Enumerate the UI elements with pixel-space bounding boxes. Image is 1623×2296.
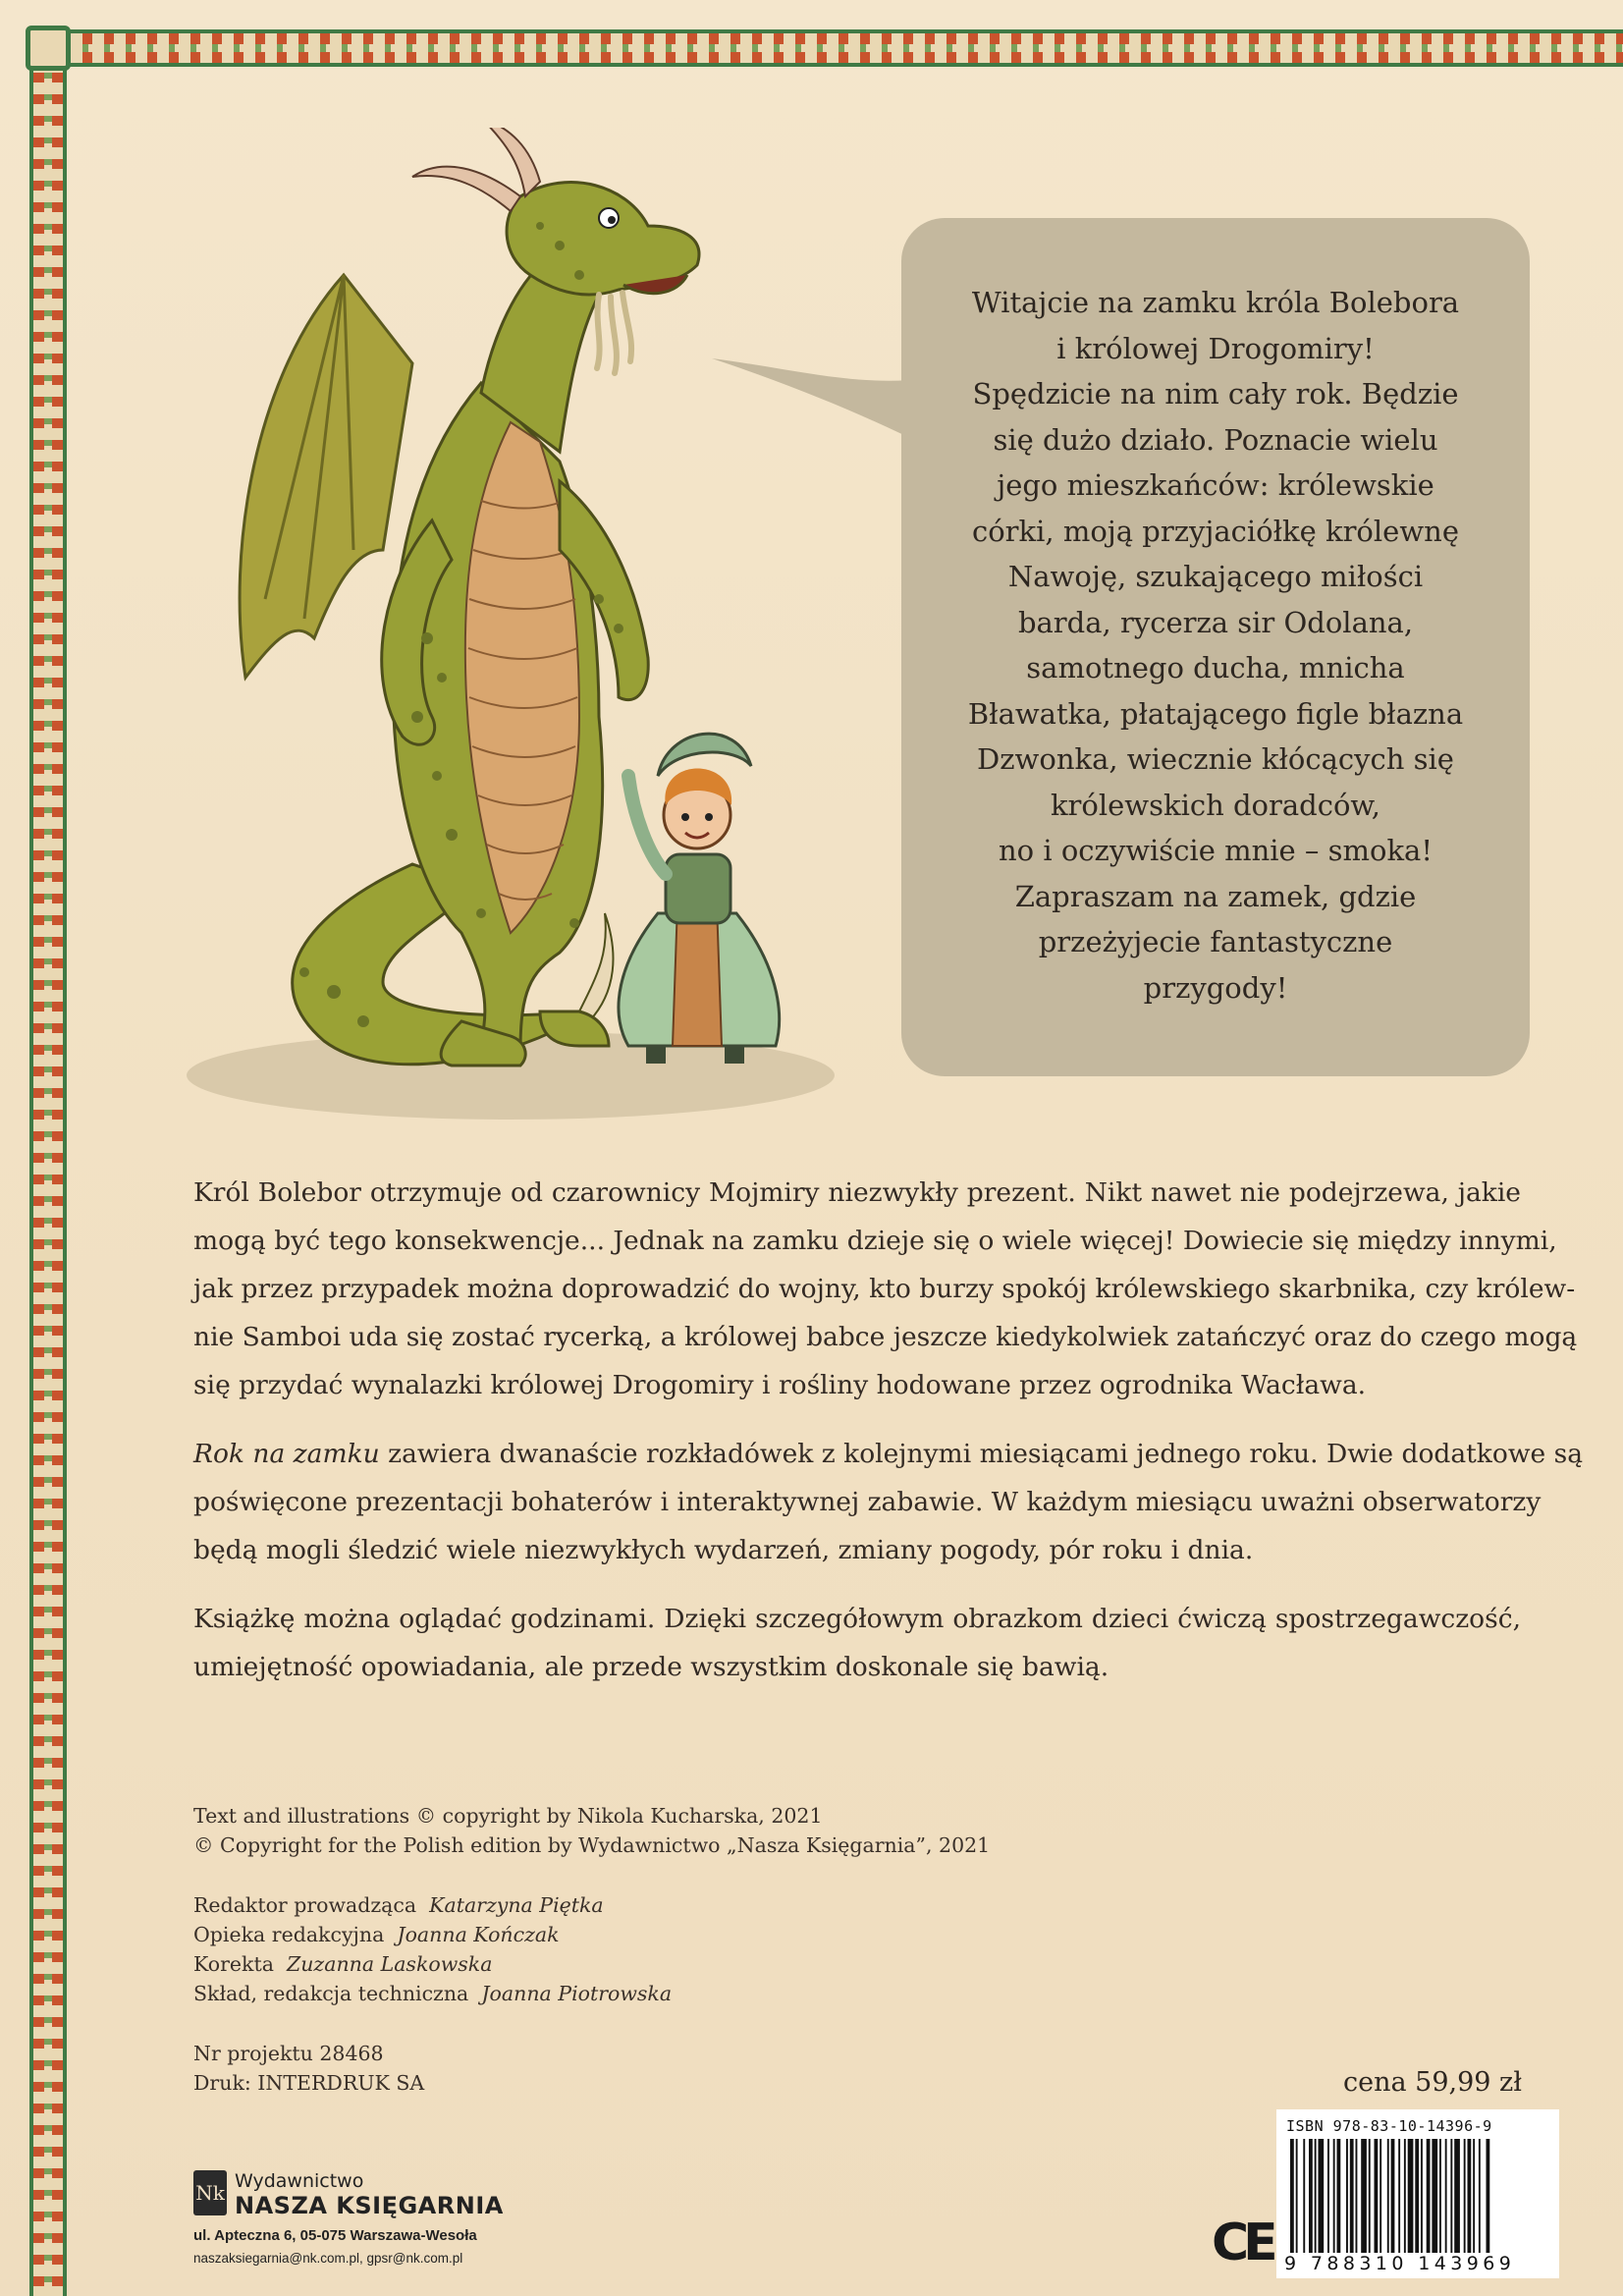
speech-bubble-tail — [712, 339, 928, 457]
barcode-digits: 9 788310 143969 — [1284, 2253, 1516, 2274]
book-title: Rok na zamku — [193, 1439, 380, 1469]
speech-line: przygody! — [1143, 970, 1288, 1005]
printer: Druk: INTERDRUK SA — [193, 2071, 425, 2095]
speech-line: Bławatka, płatającego figle błazna — [967, 696, 1464, 731]
speech-line: Zapraszam na zamek, gdzie — [1014, 879, 1417, 913]
publisher-logo: Nk — [193, 2170, 227, 2215]
speech-line: Dzwonka, wiecznie kłócących się — [977, 742, 1454, 776]
credit-layout — [193, 1979, 672, 2008]
speech-line: samotnego ducha, mnicha — [1026, 651, 1405, 684]
speech-line: córki, moją przyjaciółkę królewnę — [971, 514, 1459, 548]
speech-line: Spędzicie na nim cały rok. Będzie — [972, 377, 1459, 410]
text-line — [193, 1430, 1584, 1478]
publisher-address: ul. Apteczna 6, 05-075 Warszawa-Wesoła — [193, 2227, 477, 2244]
speech-line: się dużo działo. Poznacie wielu — [993, 422, 1438, 457]
description-paragraph-2 — [193, 1430, 1584, 1574]
credit-label: Redaktor prowadząca — [193, 1893, 417, 1917]
isbn-barcode — [1276, 2109, 1559, 2278]
speech-line: królewskich doradców, — [1050, 788, 1381, 822]
decorative-border-left — [29, 29, 67, 2296]
text-line: poświęcone prezentacji bohaterów i interaktywnej zabawie. W każdym miesiącu uważni obserwatorzy — [193, 1487, 1542, 1517]
publisher-emails: naszaksiegarnia@nk.com.pl, gpsr@nk.com.pl — [193, 2251, 463, 2266]
copyright-line: Text and illustrations © copyright by Nikola Kucharska, 2021 — [193, 1804, 823, 1828]
decorative-border-corner — [26, 26, 71, 71]
barcode-bars — [1286, 2139, 1549, 2253]
credit-name: Joanna Piotrowska — [481, 1982, 673, 2005]
text-line: mogą być tego konsekwencje... Jednak na zamku dzieje się o wiele więcej! Dowiecie się między innymi, — [193, 1226, 1557, 1256]
isbn-text: ISBN 978-83-10-14396-9 — [1286, 2117, 1492, 2135]
text-line: nie Samboi uda się zostać rycerką, a królowej babce jeszcze kiedykolwiek zatańczyć oraz do czego mogą — [193, 1322, 1578, 1352]
text-line: Książkę można oglądać godzinami. Dzięki szczegółowym obrazkom dzieci ćwiczą spostrzegawczość, — [193, 1604, 1521, 1634]
speech-line: barda, rycerza sir Odolana, — [1017, 605, 1414, 639]
speech-line: i królowej Drogomiry! — [1056, 331, 1375, 365]
credit-name: Joanna Kończak — [397, 1923, 560, 1946]
description-paragraph-1 — [193, 1169, 1578, 1409]
text-span: zawiera dwanaście rozkładówek z kolejnymi miesiącami jednego roku. Dwie dodatkowe są — [379, 1439, 1584, 1469]
text-line: się przydać wynalazki królowej Drogomiry i rośliny hodowane przez ogrodnika Wacława. — [193, 1370, 1367, 1400]
speech-line: jego mieszkańców: królewskie — [997, 468, 1434, 502]
credit-label: Korekta — [193, 1952, 274, 1976]
speech-line: no i oczywiście mnie – smoka! — [999, 834, 1433, 867]
editorial-credits — [193, 1890, 672, 2008]
credit-care — [193, 1920, 672, 1949]
speech-bubble-text — [901, 280, 1530, 1011]
credit-proof — [193, 1949, 672, 1979]
credit-name: Zuzanna Laskowska — [286, 1952, 493, 1976]
credit-label: Skład, redakcja techniczna — [193, 1982, 469, 2005]
project-number: Nr projektu 28468 — [193, 2042, 384, 2065]
ce-mark: CE — [1212, 2214, 1272, 2272]
price-label: cena 59,99 zł — [1343, 2067, 1523, 2098]
text-line: Król Bolebor otrzymuje od czarownicy Mojmiry niezwykły prezent. Nikt nawet nie podejrzewa, jakie — [193, 1177, 1521, 1208]
speech-line: przeżyjecie fantastyczne — [1038, 925, 1393, 958]
publisher-name-line2: NASZA KSIĘGARNIA — [235, 2192, 504, 2219]
copyright-block — [193, 1801, 990, 1860]
publisher-name-line1: Wydawnictwo — [235, 2170, 364, 2192]
print-info — [193, 2039, 424, 2098]
dragon-princess-illustration — [187, 128, 893, 1120]
speech-line: Nawoję, szukającego miłości — [1007, 560, 1424, 593]
text-line: umiejętność opowiadania, ale przede wszystkim doskonale się bawią. — [193, 1652, 1109, 1682]
speech-line: Witajcie na zamku króla Bolebora — [971, 286, 1460, 319]
description-paragraph-3 — [193, 1595, 1521, 1691]
text-line: jak przez przypadek można doprowadzić do wojny, kto burzy spokój królewskiego skarbnika, czy królew- — [193, 1274, 1576, 1304]
princess-figure — [619, 734, 780, 1064]
credit-label: Opieka redakcyjna — [193, 1923, 385, 1946]
copyright-line: © Copyright for the Polish edition by Wydawnictwo „Nasza Księgarnia”, 2021 — [193, 1833, 991, 1857]
credit-editor — [193, 1890, 672, 1920]
decorative-border-top — [39, 29, 1623, 67]
credit-name: Katarzyna Piętka — [429, 1893, 604, 1917]
text-line: będą mogli śledzić wiele niezwykłych wydarzeń, zmiany pogody, pór roku i dnia. — [193, 1535, 1254, 1565]
